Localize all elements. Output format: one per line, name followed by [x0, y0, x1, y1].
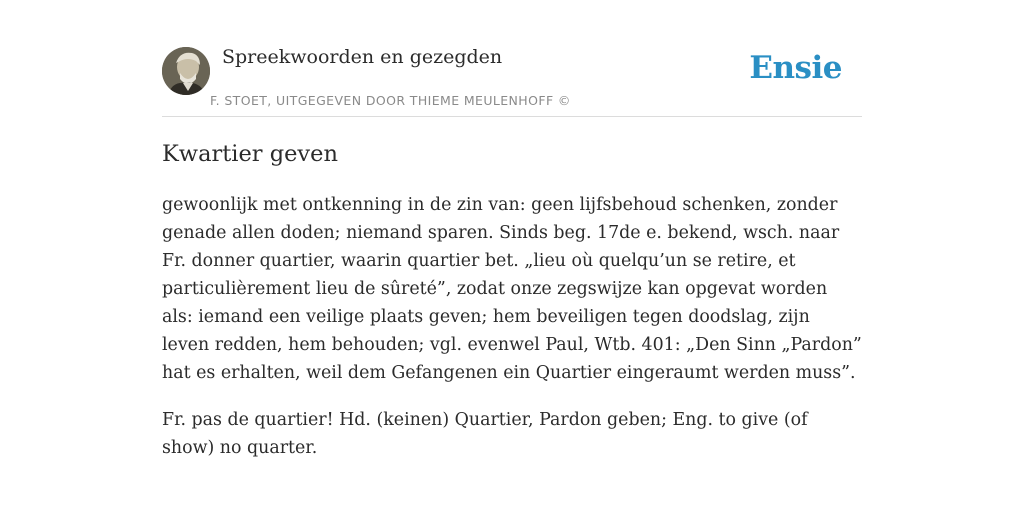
source-header [162, 40, 862, 117]
author-portrait-icon[interactable] [162, 47, 210, 95]
source-title[interactable]: Spreekwoorden en gezegden [222, 46, 503, 68]
entry-paragraph-2: Fr. pas de quartier! Hd. (keinen) Quartier, Pardon geben; Eng. to give (of show) no quarter. [162, 410, 808, 458]
entry-card [162, 40, 862, 462]
ensie-logo[interactable]: Ensie [749, 50, 842, 86]
entry-paragraph-1: gewoonlijk met ontkenning in de zin van: geen lijfsbehoud schenken, zonder genade allen doden; niemand sparen. Sinds beg. 17de e. bekend, wsch. naar Fr. donner quartier, waarin quartier bet. „lieu où quelqu’un se retire, et particulièrement lieu de sûreté”, zodat onze zegswijze kan opgevat worden als: iemand een veilige plaats geven; hem beveiligen tegen doodslag, zijn leven redden, hem behouden; vgl. evenwel Paul, Wtb. 401: „Den Sinn „Pardon” hat es erhalten, weil dem Gefangenen ein Quartier eingeraumt werden muss”. [162, 195, 862, 383]
source-credit: F. STOET, UITGEGEVEN DOOR THIEME MEULENHOFF © [210, 93, 571, 108]
entry-title: Kwartier geven [162, 141, 338, 167]
